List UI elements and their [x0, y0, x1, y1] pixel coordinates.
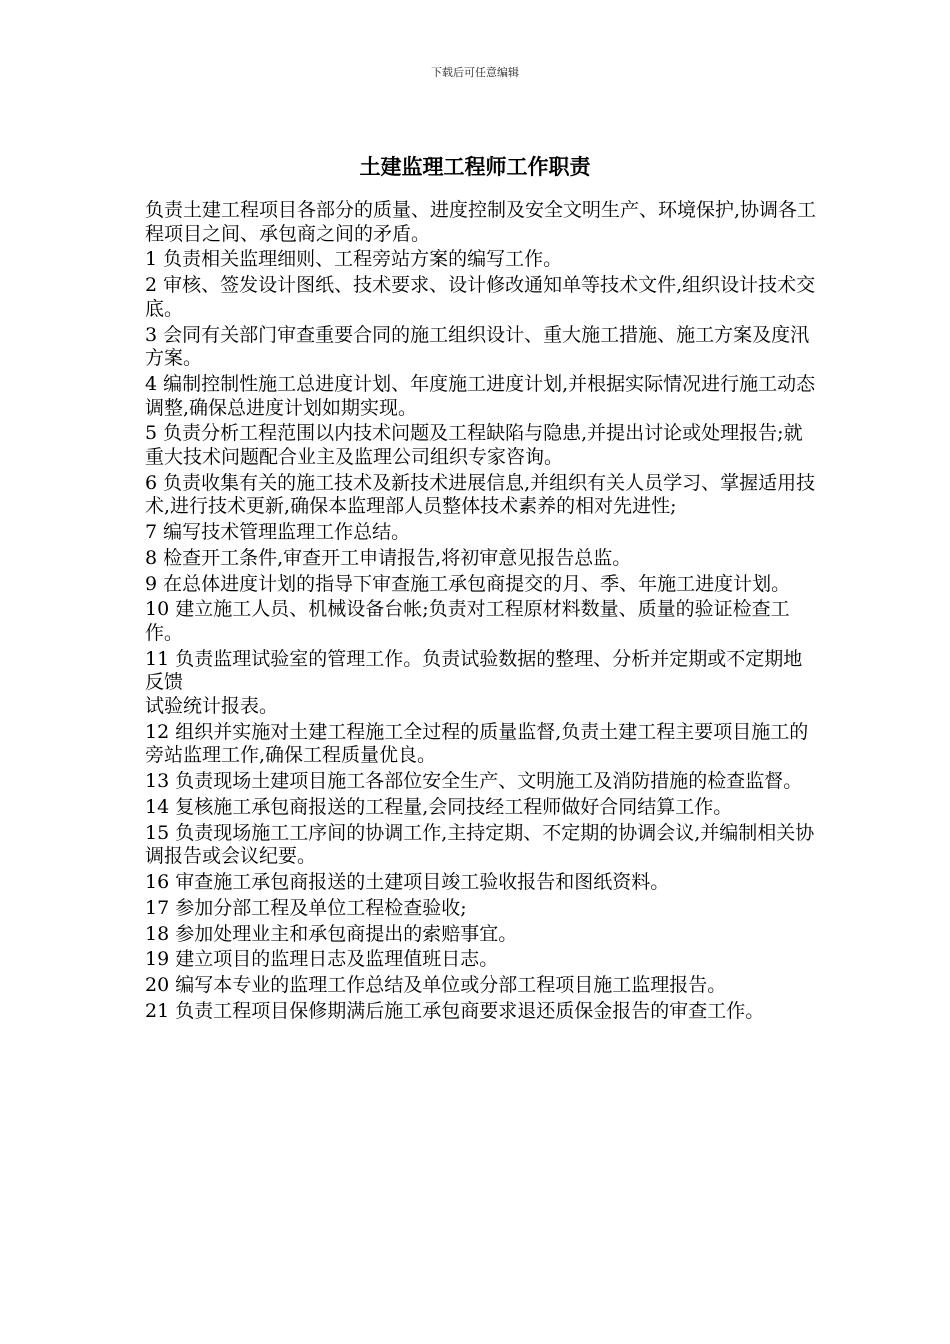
duty-item: 21 负责工程项目保修期满后施工承包商要求退还质保金报告的审查工作。 — [145, 999, 765, 1022]
duty-item: 4 编制控制性施工总进度计划、年度施工进度计划,并根据实际情况进行施工动态调整,确保总进度计划如期实现。 — [145, 372, 816, 419]
duty-item: 6 负责收集有关的施工技术及新技术进展信息,并组织有关人员学习、掌握适用技术,进行技术更新,确保本监理部人员整体技术素养的相对先进性; — [145, 471, 816, 518]
intro-paragraph: 负责土建工程项目各部分的质量、进度控制及安全文明生产、环境保护,协调各工程项目之间、承包商之间的矛盾。 — [145, 199, 817, 245]
duty-item: 14 复核施工承包商报送的工程量,会同技经工程师做好合同结算工作。 — [145, 795, 733, 818]
duty-item: 16 审查施工承包商报送的土建项目竣工验收报告和图纸资料。 — [145, 871, 670, 894]
duty-item: 8 检查开工条件,审查开工申请报告,将初审意见报告总监。 — [145, 546, 632, 569]
duty-item: 13 负责现场土建项目施工各部位安全生产、文明施工及消防措施的检查监督。 — [145, 770, 803, 793]
duty-item: 17 参加分部工程及单位工程检查验收; — [145, 896, 467, 919]
duty-item: 19 建立项目的监理日志及监理值班日志。 — [145, 948, 499, 971]
page-title: 土建监理工程师工作职责 — [359, 155, 591, 179]
duty-item: 9 在总体进度计划的指导下审查施工承包商提交的月、季、年施工进度计划。 — [145, 572, 791, 595]
duty-item-continuation: 试验统计报表。 — [145, 694, 279, 717]
duty-item: 20 编写本专业的监理工作总结及单位或分部工程项目施工监理报告。 — [145, 974, 727, 997]
duty-item: 11 负责监理试验室的管理工作。负责试验数据的整理、分析并定期或不定期地反馈 — [145, 647, 803, 694]
header-note: 下载后可任意编辑 — [431, 66, 519, 79]
document-body — [145, 199, 817, 1026]
duty-item: 5 负责分析工程范围以内技术问题及工程缺陷与隐患,并提出讨论或处理报告;就重大技术问题配合业主及监理公司组织专家咨询。 — [145, 422, 803, 468]
duty-item: 10 建立施工人员、机械设备台帐;负责对工程原材料数量、质量的验证检查工作。 — [145, 598, 790, 644]
duty-item: 15 负责现场施工工序间的协调工作,主持定期、不定期的协调会议,并编制相关协调报告或会议纪要。 — [145, 821, 815, 868]
duty-item: 7 编写技术管理监理工作总结。 — [145, 521, 411, 544]
duty-item: 3 会同有关部门审查重要合同的施工组织设计、重大施工措施、施工方案及度汛方案。 — [145, 323, 810, 370]
duty-item: 1 负责相关监理细则、工程旁站方案的编写工作。 — [145, 248, 563, 271]
duty-item: 2 审核、签发设计图纸、技术要求、设计修改通知单等技术文件,组织设计技术交底。 — [145, 274, 816, 320]
duty-item: 18 参加处理业主和承包商提出的索赔事宜。 — [145, 922, 518, 945]
duty-item: 12 组织并实施对土建工程施工全过程的质量监督,负责土建工程主要项目施工的旁站监理工作,确保工程质量优良。 — [145, 720, 809, 767]
